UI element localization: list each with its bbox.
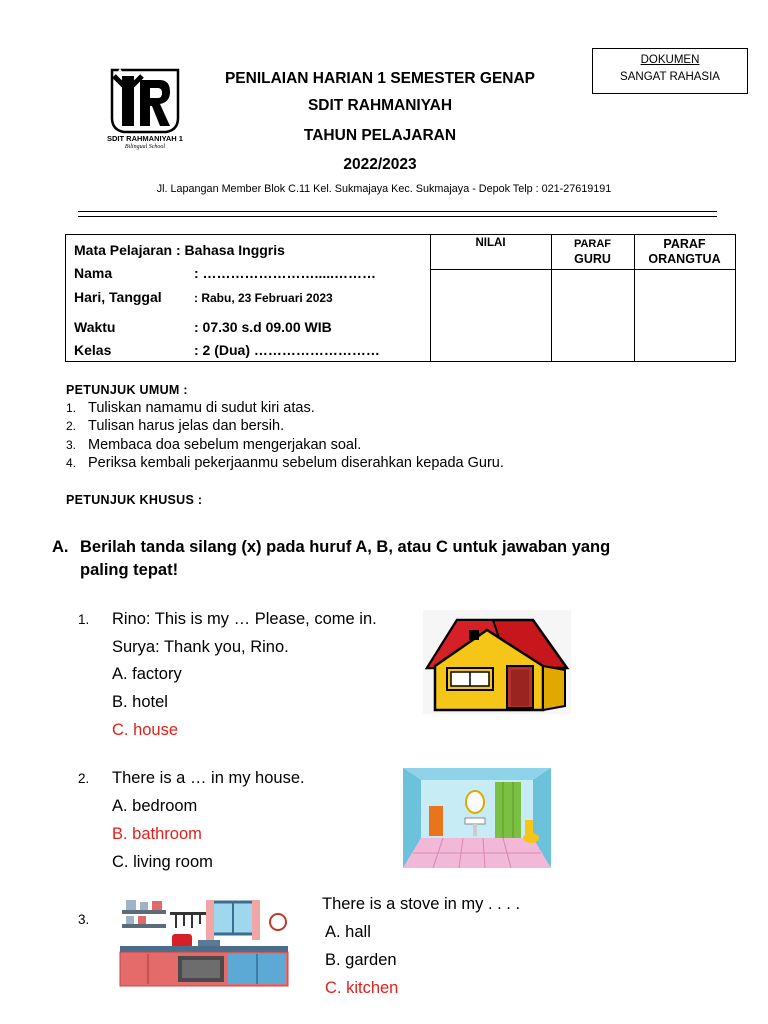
house-illustration [423,610,571,714]
special-instructions-title: PETUNJUK KHUSUS : [66,493,203,507]
option-c-answer[interactable]: C. house [112,721,179,739]
header-divider-top [78,211,717,212]
option-b-answer[interactable]: B. bathroom [112,825,202,843]
exam-title: PENILAIAN HARIAN 1 SEMESTER GENAP [224,70,536,87]
general-instructions-title: PETUNJUK UMUM : [66,383,188,397]
date-value: : Rabu, 23 Februari 2023 [194,291,333,305]
question-number: 3. [78,912,90,927]
date-label: Hari, Tanggal [74,289,162,305]
academic-year-label: TAHUN PELAJARAN [303,127,457,144]
instruction-item: 1. Tuliskan namamu di sudut kiri atas. [66,400,315,416]
question-text: Surya: Thank you, Rino. [112,638,289,656]
class-label: Kelas [74,342,112,358]
school-address: Jl. Lapangan Member Blok C.11 Kel. Sukmajaya Kec. Sukmajaya - Depok Telp : 021-27619191 [156,183,612,195]
subject-value: : Bahasa Inggris [176,242,285,258]
question-number: 2. [78,771,90,786]
table-divider [430,269,735,270]
logo-tagline: Bilingual School [124,144,166,150]
subject-label: Mata Pelajaran [74,242,173,258]
question-text: There is a stove in my . . . . [322,895,521,913]
class-value: : 2 (Dua) ……………………… [194,342,380,358]
paraf-guru-header-2: GURU [574,252,611,266]
document-label: DOKUMEN [640,54,700,66]
option-b[interactable]: B. garden [325,951,397,969]
paraf-guru-header-1: PARAF [573,238,612,250]
section-letter: A. [52,538,69,556]
question-number: 1. [78,612,90,627]
header-divider-bottom [78,216,717,217]
bathroom-illustration [403,768,551,868]
school-name: SDIT RAHMANIYAH [307,97,453,114]
document-status: SANGAT RAHASIA [620,71,720,83]
name-value: : …………………….....……… [194,265,376,281]
time-value: : 07.30 s.d 09.00 WIB [194,319,332,335]
section-a-instruction [52,536,712,582]
option-a[interactable]: A. hall [325,923,371,941]
student-info-table [65,234,736,362]
table-divider [430,235,431,361]
document-classification-box [592,48,748,94]
option-b[interactable]: B. hotel [112,693,168,711]
academic-year: 2022/2023 [343,156,417,173]
option-c[interactable]: C. living room [112,853,213,871]
option-a[interactable]: A. bedroom [112,797,198,815]
question-text: Rino: This is my … Please, come in. [112,610,377,628]
question-text: There is a … in my house. [112,769,305,787]
instruction-line-2: paling tepat! [80,561,179,579]
instruction-line-1: Berilah tanda silang (x) pada huruf A, B, atau C untuk jawaban yang [80,538,611,556]
option-a[interactable]: A. factory [112,665,182,683]
instruction-item: 4. Periksa kembali pekerjaanmu sebelum diserahkan kepada Guru. [66,455,504,471]
instruction-item: 2. Tulisan harus jelas dan bersih. [66,418,285,434]
nilai-header: NILAI [475,237,506,249]
time-label: Waktu [74,319,116,335]
name-label: Nama [74,265,113,281]
paraf-ortu-header-1: PARAF [663,237,706,251]
logo-school-name: SDIT RAHMANIYAH 1 [107,134,183,143]
paraf-ortu-header-2: ORANGTUA [648,252,721,266]
instruction-item: 3. Membaca doa sebelum mengerjakan soal. [66,437,362,453]
kitchen-illustration [118,896,290,988]
option-c-answer[interactable]: C. kitchen [325,979,399,997]
